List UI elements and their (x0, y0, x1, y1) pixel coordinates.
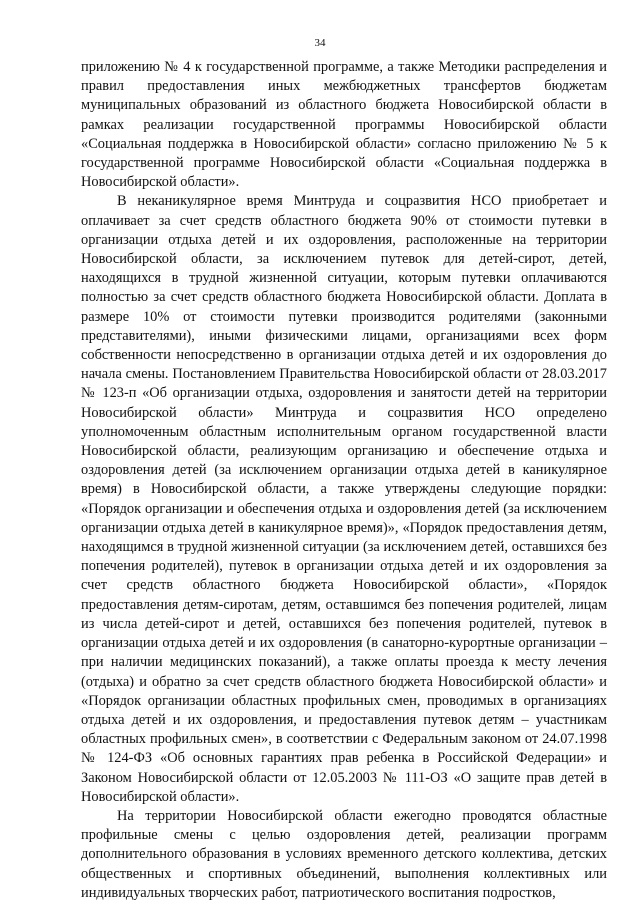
document-body (81, 58, 607, 903)
page-number: 34 (314, 37, 326, 49)
paragraph-profile-shifts: На территории Новосибирской области ежегодно проводятся областные профильные смены с целью оздоровления детей, реализации программ дополнительного образования в условиях временного детского коллектива, детских общественных и спортивных объединений, выполнения коллективных или индивидуальных творческих работ, патриотического воспитания подростков, (81, 807, 607, 901)
paragraph-continuation: приложению № 4 к государственной программе, а также Методики распределения и правил предоставления иных межбюджетных трансфертов бюджетам муниципальных образований из областного бюджета Новосибирской области в рамках реализации государственной программы Новосибирской области «Социальная поддержка в Новосибирской области» согласно приложению № 5 к государственной программе Новосибирской области «Социальная поддержка в Новосибирской области». (81, 59, 607, 191)
paragraph-off-season-vouchers: В неканикулярное время Минтруда и соцразвития НСО приобретает и оплачивает за счет средств областного бюджета 90% от стоимости путевки в организации отдыха детей и их оздоровления, расположенные на территории Новосибирской области, за исключением путевок для детей-сирот, детей, находящихся в трудной жизненной ситуации, которым путевки оплачиваются полностью за счет средств областного бюджета Новосибирской области. Доплата в размере 10% от стоимости путевки производится родителями (законными представителями), иными физическими лицами, организациями всех форм собственности непосредственно в организации отдыха детей и их оздоровления до начала смены. Постановлением Правительства Новосибирской области от 28.03.2017 № 123-п «Об организации отдыха, оздоровления и занятости детей на территории Новосибирской области» Минтруда и соцразвития НСО определено уполномоченным областным исполнительным органом государственной власти Новосибирской области, реализующим организацию и обеспечение отдыха и оздоровления детей (за исключением организации отдыха детей в каникулярное время) в Новосибирской области, а также утверждены следующие порядки: «Порядок организации и обеспечения отдыха и оздоровления детей (за исключением организации отдыха детей в каникулярное время)», «Порядок предоставления детям, находящимся в трудной жизненной ситуации (за исключением детей, оставшихся без попечения родителей), путевок в организации отдыха детей и их оздоровления за счет средств областного бюджета Новосибирской области», «Порядок предоставления детям-сиротам, детям, оставшимся без попечения родителей, лицам из числа детей-сирот и детей, оставшихся без попечения родителей, путевок в организации отдыха детей и их оздоровления (в санаторно-курортные организации – при наличии медицинских показаний), а также оплаты проезда к месту лечения (отдыха) и обратно за счет средств областного бюджета Новосибирской области» и «Порядок организации областных профильных смен, проводимых в организациях отдыха детей и их оздоровления, и предоставления путевок детям – участникам областных профильных смен», в соответствии с Федеральным законом от 24.07.1998 № 124-ФЗ «Об основных гарантиях прав ребенка в Российской Федерации» и Законом Новосибирской области от 12.05.2003 № 111-ОЗ «О защите прав детей в Новосибирской области». (81, 193, 607, 805)
